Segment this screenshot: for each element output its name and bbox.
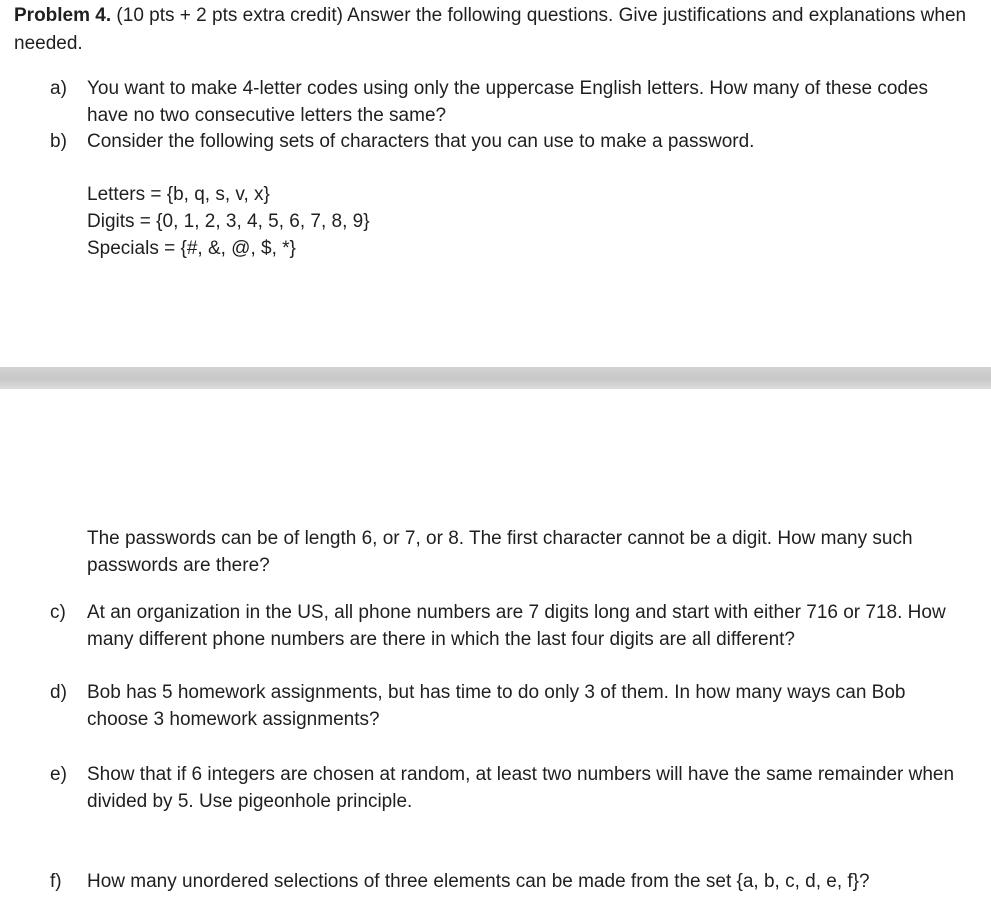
question-e-text: Show that if 6 integers are chosen at random, at least two numbers will have the same remainder when divided by 5. Use pigeonhole principle. xyxy=(87,764,955,812)
question-f-text: How many unordered selections of three elements can be made from the set {a, b, c, d, e, f}? xyxy=(87,871,870,892)
question-a xyxy=(50,75,970,129)
question-d xyxy=(50,679,970,733)
letters-set: Letters = {b, q, s, v, x} xyxy=(87,184,270,205)
problem-intro: (10 pts + 2 pts extra credit) Answer the following questions. Give justifications and explanations when needed. xyxy=(14,5,967,54)
digits-set: Digits = {0, 1, 2, 3, 4, 5, 6, 7, 8, 9} xyxy=(87,211,370,232)
question-a-text: You want to make 4-letter codes using only the uppercase English letters. How many of these codes have no two consecutive letters the same? xyxy=(87,78,929,126)
question-c xyxy=(50,599,970,653)
question-f-marker: f) xyxy=(50,871,62,892)
question-b-marker: b) xyxy=(50,131,67,152)
question-b-continuation: The passwords can be of length 6, or 7, or 8. The first character cannot be a digit. How many such passwords are there? xyxy=(87,528,913,576)
character-sets xyxy=(87,181,370,262)
question-c-marker: c) xyxy=(50,602,66,623)
question-e xyxy=(50,761,970,815)
page-break-divider xyxy=(0,367,991,389)
problem-title: Problem 4. xyxy=(14,5,112,26)
question-e-marker: e) xyxy=(50,764,67,785)
question-b xyxy=(50,128,970,155)
specials-set: Specials = {#, &, @, $, *} xyxy=(87,238,296,259)
question-d-marker: d) xyxy=(50,682,67,703)
problem-header xyxy=(14,2,979,58)
question-f xyxy=(50,868,970,895)
question-b-text: Consider the following sets of characters that you can use to make a password. xyxy=(87,131,755,152)
question-a-marker: a) xyxy=(50,78,67,99)
question-d-text: Bob has 5 homework assignments, but has time to do only 3 of them. In how many ways can Bob choose 3 homework assignments? xyxy=(87,682,906,730)
question-c-text: At an organization in the US, all phone numbers are 7 digits long and start with either 716 or 718. How many different phone numbers are there in which the last four digits are all different? xyxy=(87,602,946,650)
